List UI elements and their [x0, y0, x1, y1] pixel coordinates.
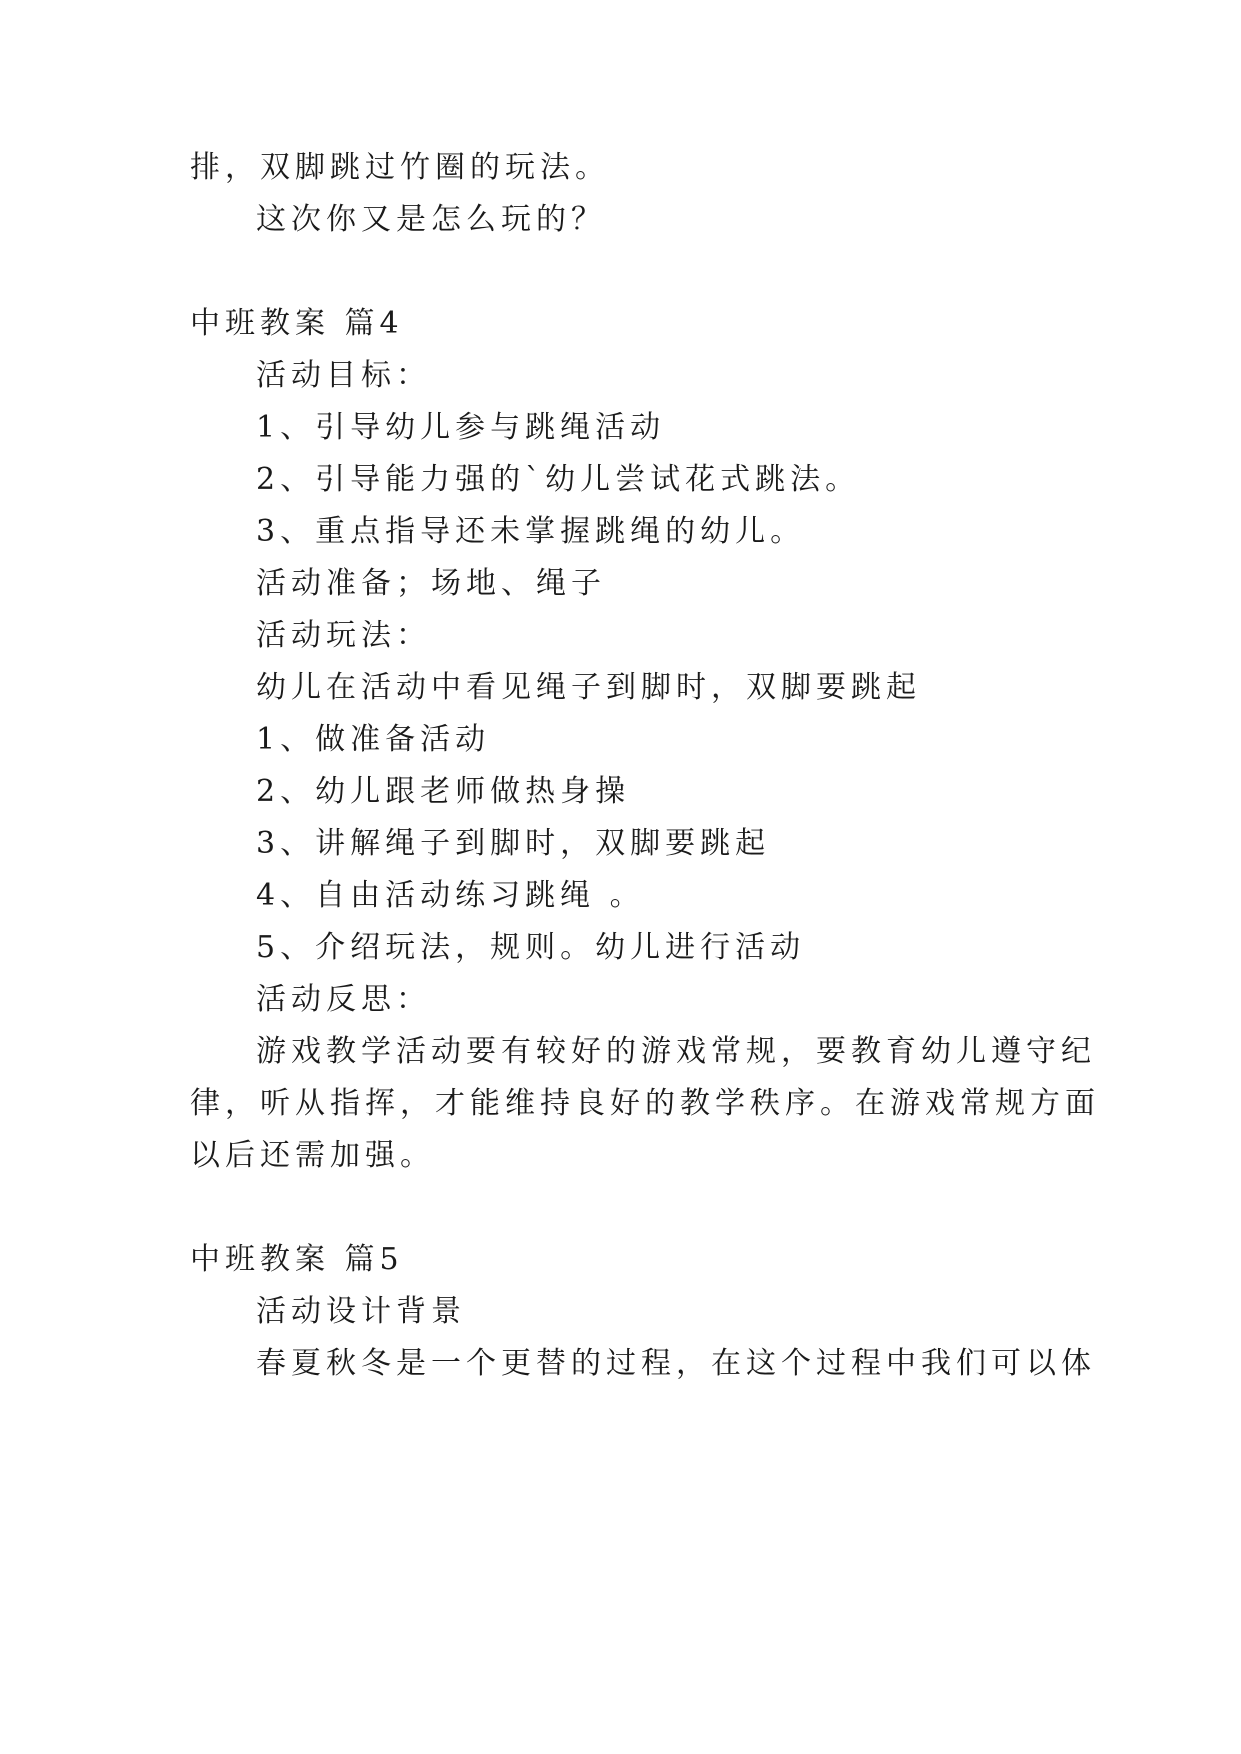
play-label: 活动玩法：	[256, 618, 431, 653]
reflection-line: 游戏教学活动要有较好的游戏常规，要教育幼儿遵守纪	[256, 1034, 1096, 1069]
preparation: 活动准备；场地、绳子	[256, 566, 606, 601]
paragraph-line: 排，双脚跳过竹圈的玩法。	[190, 150, 610, 185]
reflection-line: 以后还需加强。	[190, 1138, 435, 1173]
play-intro: 幼儿在活动中看见绳子到脚时，双脚要跳起	[256, 670, 921, 705]
step-item: 5、介绍玩法，规则。幼儿进行活动	[256, 930, 806, 965]
section-heading: 中班教案 篇4	[190, 306, 404, 341]
reflection-line: 律，听从指挥，才能维持良好的教学秩序。在游戏常规方面	[190, 1086, 1100, 1121]
step-item: 2、幼儿跟老师做热身操	[256, 774, 631, 809]
goal-label: 活动目标：	[256, 358, 431, 393]
background-label: 活动设计背景	[256, 1294, 466, 1329]
goal-item: 1、引导幼儿参与跳绳活动	[256, 410, 666, 445]
section-heading: 中班教案 篇5	[190, 1242, 404, 1277]
step-item: 1、做准备活动	[256, 722, 491, 757]
goal-item: 3、重点指导还未掌握跳绳的幼儿。	[256, 514, 806, 549]
reflection-label: 活动反思：	[256, 982, 431, 1017]
goal-item: 2、引导能力强的`幼儿尝试花式跳法。	[256, 462, 861, 497]
step-item: 4、自由活动练习跳绳 。	[256, 878, 645, 913]
step-item: 3、讲解绳子到脚时，双脚要跳起	[256, 826, 771, 861]
paragraph-line: 这次你又是怎么玩的？	[256, 202, 606, 237]
paragraph-line: 春夏秋冬是一个更替的过程，在这个过程中我们可以体	[256, 1346, 1096, 1381]
